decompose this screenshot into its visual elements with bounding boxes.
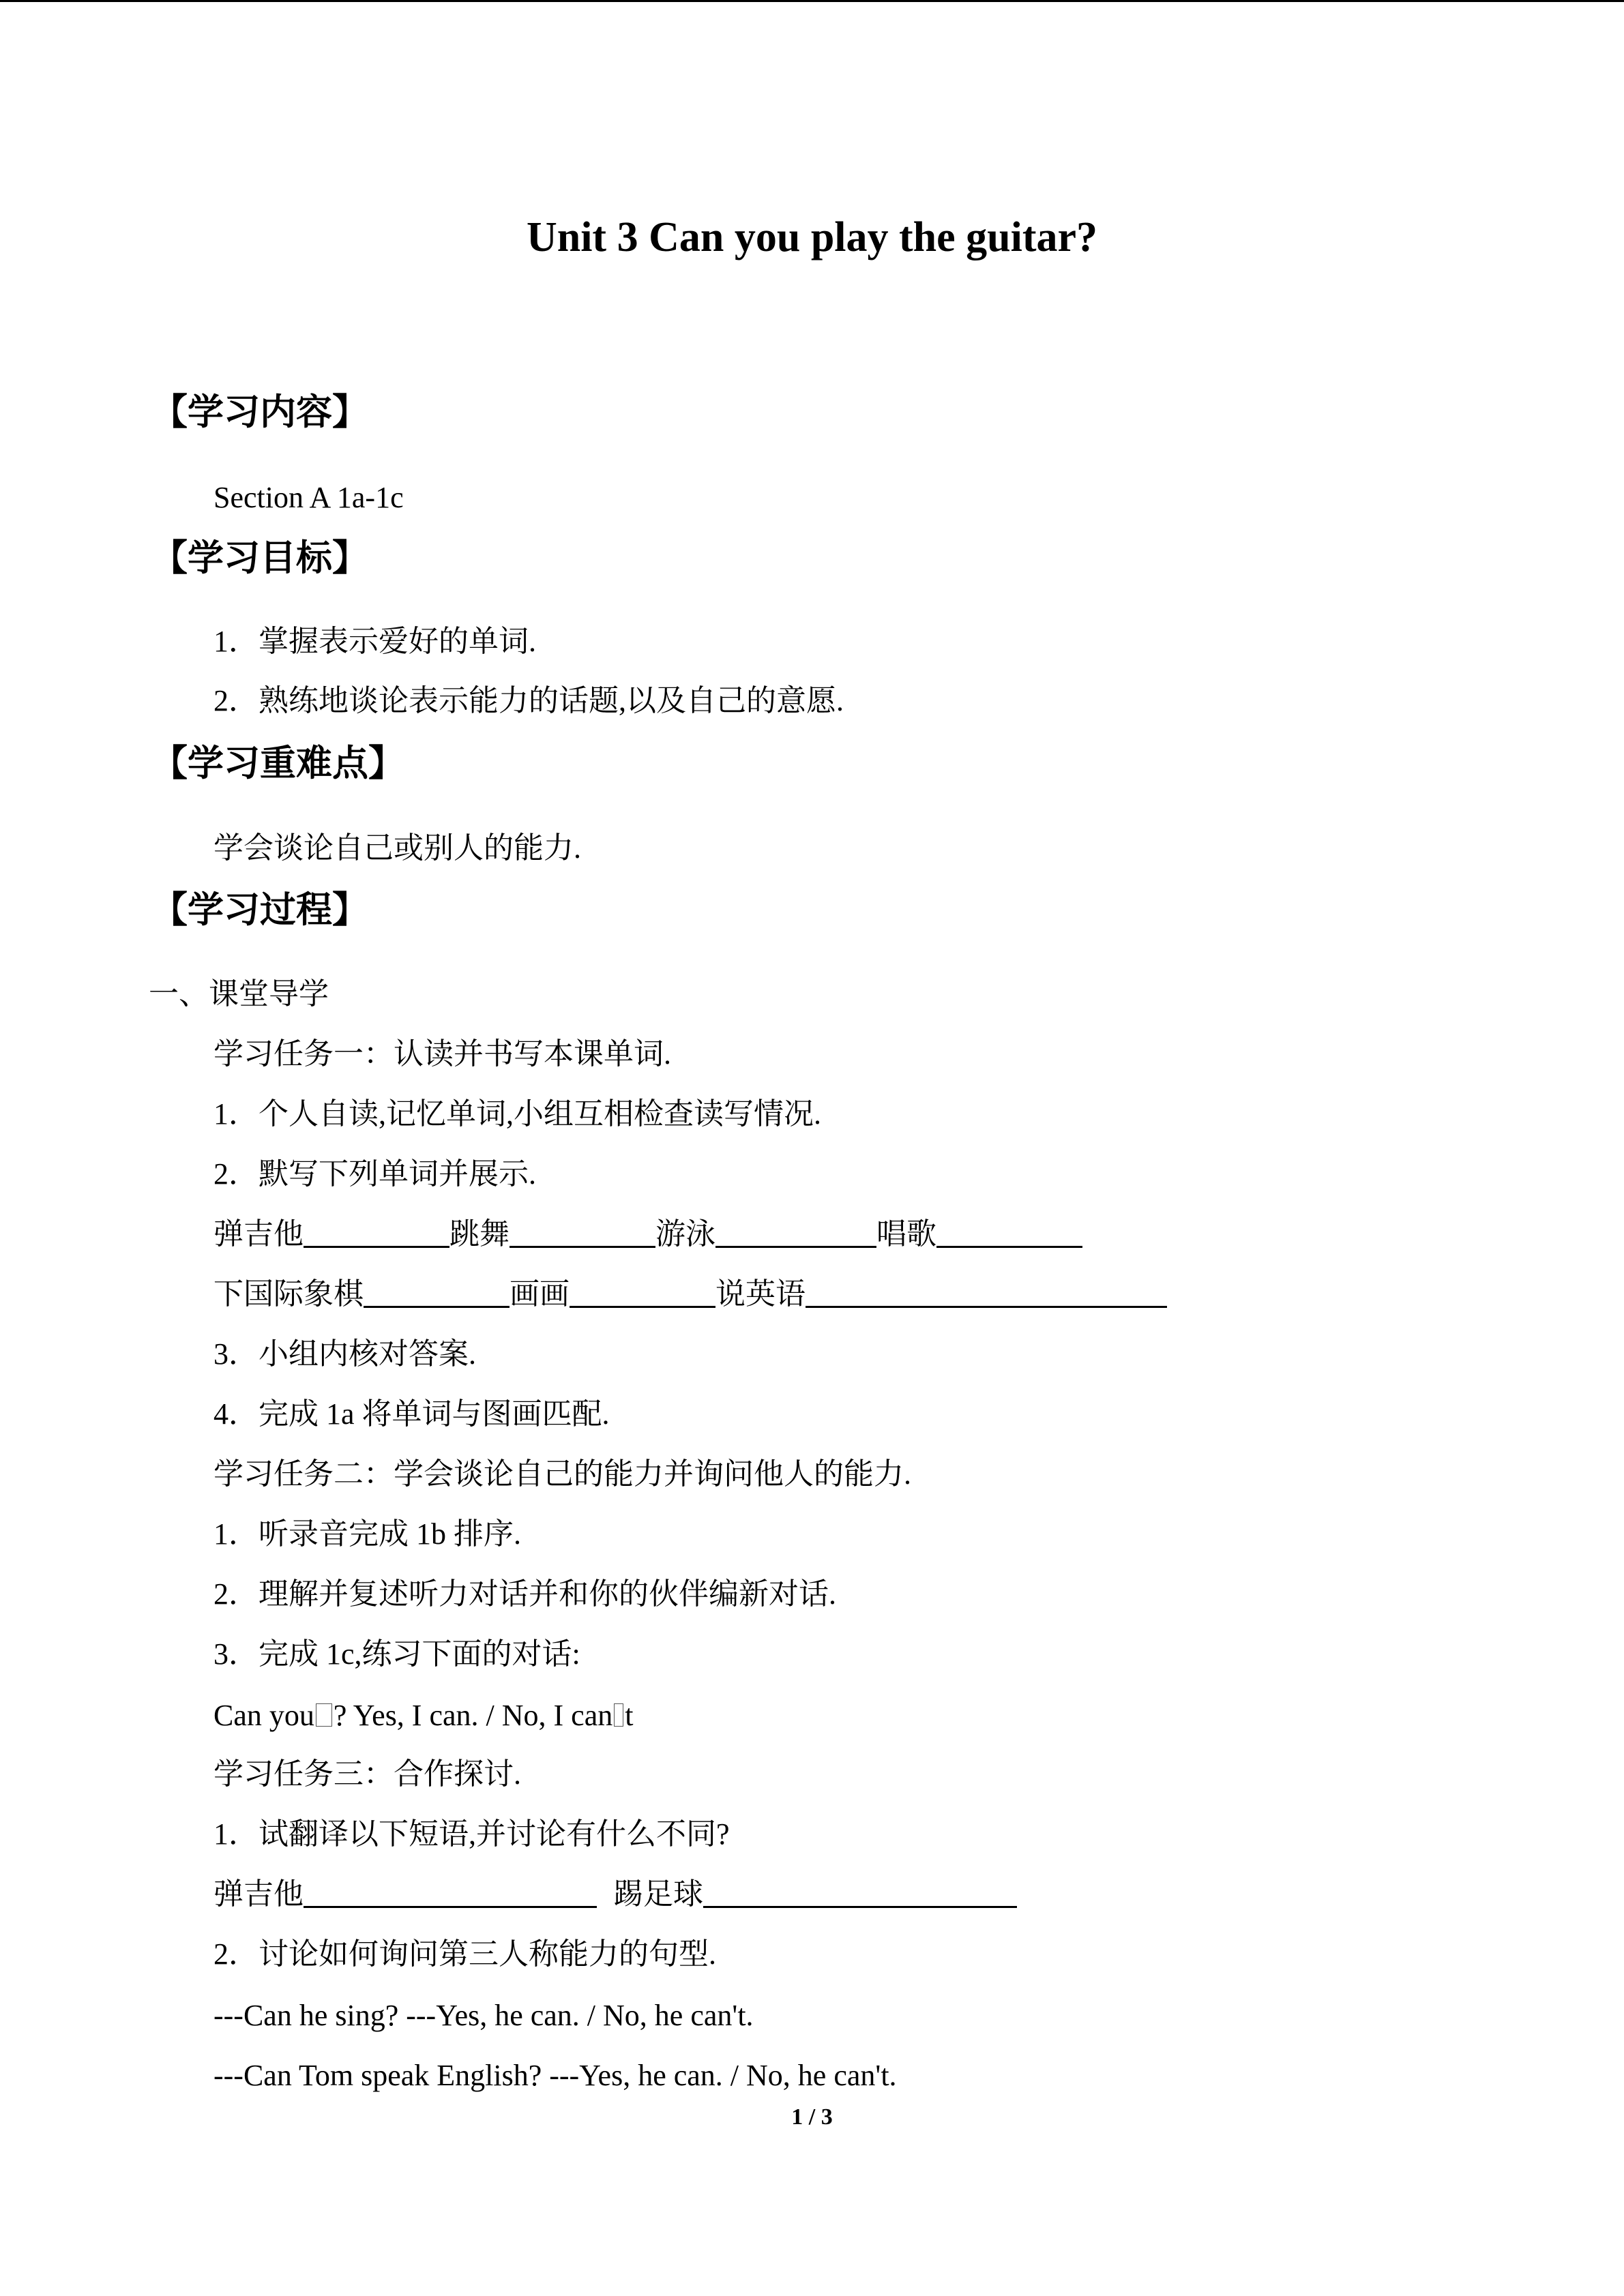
- answer-blank[interactable]: [304, 1216, 449, 1248]
- phrase-label: 踢足球: [613, 1877, 703, 1911]
- example-sentence-2: ---Can Tom speak English? ---Yes, he can. / No, he can't.: [213, 2059, 897, 2092]
- task-3-step-1: 1．试翻译以下短语,并讨论有什么不同?: [213, 1817, 730, 1851]
- dialogue-pattern: [213, 1695, 633, 1736]
- page-number: 1 / 3: [791, 2104, 833, 2130]
- key-points-text: 学会谈论自己或别人的能力.: [213, 831, 581, 865]
- word-label: 游泳: [655, 1217, 715, 1251]
- dialogue-text: Can you: [213, 1699, 314, 1732]
- goal-item-1: 1．掌握表示爱好的单词.: [213, 625, 536, 658]
- word-label: 下国际象棋: [213, 1277, 364, 1311]
- word-label: 跳舞: [449, 1217, 510, 1251]
- answer-blank[interactable]: [304, 1876, 597, 1908]
- heading-learning-process: 【学习过程】: [151, 889, 368, 931]
- missing-glyph-box: [614, 1703, 623, 1727]
- heading-key-points: 【学习重难点】: [151, 743, 404, 784]
- answer-blank[interactable]: [364, 1276, 510, 1308]
- task-1-step-4: 4．完成 1a 将单词与图画匹配.: [213, 1397, 610, 1431]
- task-2-step-1: 1．听录音完成 1b 排序.: [213, 1517, 521, 1551]
- missing-glyph-box: [316, 1703, 332, 1727]
- answer-blank[interactable]: [510, 1216, 655, 1248]
- word-dictation-row-1: [213, 1214, 1082, 1255]
- task-3-title: 学习任务三：合作探讨.: [213, 1757, 521, 1791]
- top-border-rule: [0, 0, 1624, 2]
- word-label: 画画: [510, 1277, 570, 1311]
- answer-blank[interactable]: [806, 1276, 1167, 1308]
- answer-blank[interactable]: [936, 1216, 1082, 1248]
- answer-blank[interactable]: [703, 1876, 1017, 1908]
- task-1-title: 学习任务一：认读并书写本课单词.: [213, 1037, 671, 1071]
- dialogue-text: ? Yes, I can. / No, I can: [333, 1699, 613, 1732]
- learning-content-text: Section A 1a-1c: [213, 481, 404, 514]
- heading-learning-content: 【学习内容】: [151, 391, 368, 433]
- word-dictation-row-2: [213, 1274, 1167, 1315]
- phrase-translation-row: [213, 1874, 1017, 1915]
- task-3-step-2: 2．讨论如何询问第三人称能力的句型.: [213, 1937, 716, 1971]
- dialogue-text: t: [625, 1699, 634, 1732]
- word-label: 唱歌: [876, 1217, 936, 1251]
- task-2-step-2: 2．理解并复述听力对话并和你的伙伴编新对话.: [213, 1577, 836, 1611]
- goal-item-2: 2．熟练地谈论表示能力的话题,以及自己的意愿.: [213, 684, 844, 717]
- task-2-step-3: 3．完成 1c,练习下面的对话:: [213, 1637, 580, 1671]
- task-1-step-3: 3．小组内核对答案.: [213, 1337, 476, 1371]
- answer-blank[interactable]: [715, 1216, 876, 1248]
- word-label: 说英语: [715, 1277, 806, 1311]
- part-1-heading: 一、课堂导学: [149, 977, 329, 1011]
- answer-blank[interactable]: [570, 1276, 715, 1308]
- word-label: 弹吉他: [213, 1217, 304, 1251]
- task-1-step-1: 1．个人自读,记忆单词,小组互相检查读写情况.: [213, 1097, 821, 1131]
- phrase-label: 弹吉他: [213, 1877, 304, 1911]
- document-title: Unit 3 Can you play the guitar?: [526, 214, 1098, 260]
- example-sentence-1: ---Can he sing? ---Yes, he can. / No, he can't.: [213, 1999, 754, 2032]
- task-2-title: 学习任务二：学会谈论自己的能力并询问他人的能力.: [213, 1457, 911, 1491]
- heading-learning-goals: 【学习目标】: [151, 537, 368, 579]
- task-1-step-2: 2．默写下列单词并展示.: [213, 1157, 536, 1191]
